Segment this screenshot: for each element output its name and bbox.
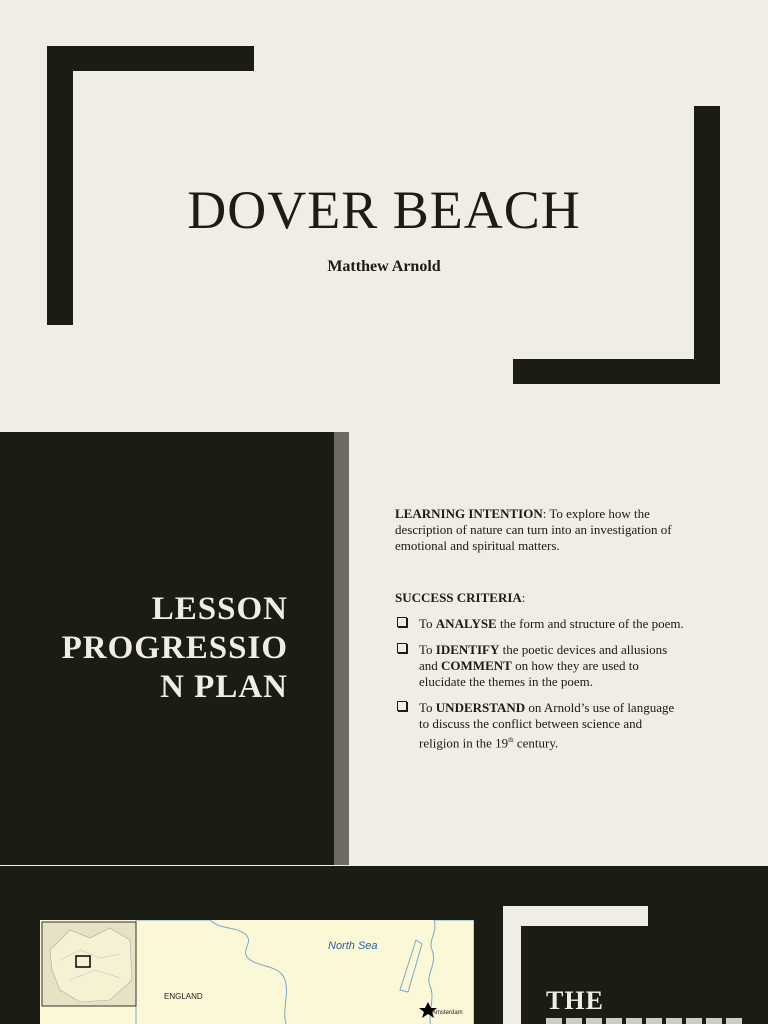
- map-label-north-sea: North Sea: [328, 940, 378, 952]
- lesson-heading-line-2: PROGRESSIO: [61, 630, 288, 666]
- criterion-keyword: UNDERSTAND: [435, 700, 526, 715]
- slide-title: DOVER BEACH: [187, 180, 581, 240]
- criterion-keyword-2: COMMENT: [441, 658, 512, 673]
- learning-intention-label: LEARNING INTENTION: [395, 506, 543, 521]
- slide3-heading: THE: [546, 986, 604, 1015]
- superscript-th: th: [508, 736, 514, 744]
- list-item: [395, 642, 685, 690]
- frame-bracket-bottom-right-vertical: [694, 106, 720, 384]
- criterion-keyword: IDENTIFY: [435, 642, 500, 657]
- criterion-pre: To: [419, 642, 436, 657]
- slide-subtitle: Matthew Arnold: [327, 258, 441, 275]
- success-criteria-list: [395, 616, 685, 761]
- criterion-text: the poetic devices and allusions and: [419, 642, 668, 673]
- map-image: [40, 920, 474, 1024]
- criterion-pre: To: [419, 616, 436, 631]
- criterion-text: on Arnold’s use of language to discuss the conflict between science and religion in the 19: [419, 700, 675, 751]
- checkbox-bullet-icon: [397, 617, 407, 627]
- criterion-text: the form and structure of the poem.: [496, 616, 684, 631]
- map-label-england: ENGLAND: [164, 992, 203, 1001]
- success-criteria-heading: [395, 590, 695, 606]
- learning-intention-text: : To explore how the description of nature can turn into an investigation of emotional and spiritual matters.: [395, 506, 672, 553]
- map-slide: [0, 866, 768, 1024]
- success-criteria-colon: :: [521, 590, 526, 605]
- success-criteria-label: SUCCESS CRITERIA: [395, 590, 522, 605]
- map-drawing: [40, 920, 474, 1024]
- title-slide: [0, 0, 768, 432]
- frame-bracket-top-light-horizontal: [503, 906, 648, 926]
- map-label-amsterdam: Amsterdam: [432, 1010, 463, 1016]
- list-item: [395, 700, 685, 751]
- criterion-text-end: on how they are used to elucidate the themes in the poem.: [419, 658, 639, 689]
- learning-intention: [395, 506, 695, 554]
- criterion-text-end: century.: [513, 735, 559, 751]
- lesson-heading-line-3: N PLAN: [160, 669, 288, 705]
- list-item: [395, 616, 685, 632]
- lesson-heading-line-1: LESSON: [151, 591, 288, 627]
- left-dark-panel: [0, 432, 334, 865]
- lesson-plan-slide: [0, 432, 768, 865]
- panel-edge-strip: [334, 432, 349, 865]
- frame-bracket-top-light-vertical: [503, 906, 521, 1024]
- frame-bracket-bottom-right-horizontal: [513, 359, 720, 384]
- criterion-keyword: ANALYSE: [435, 616, 497, 631]
- checkbox-bullet-icon: [397, 643, 407, 653]
- criterion-pre: To: [419, 700, 436, 715]
- checkbox-bullet-icon: [397, 701, 407, 711]
- frame-bracket-top-left-horizontal: [47, 46, 254, 71]
- lesson-heading: [0, 590, 288, 707]
- slide3-heading-cutoff: [546, 1018, 746, 1024]
